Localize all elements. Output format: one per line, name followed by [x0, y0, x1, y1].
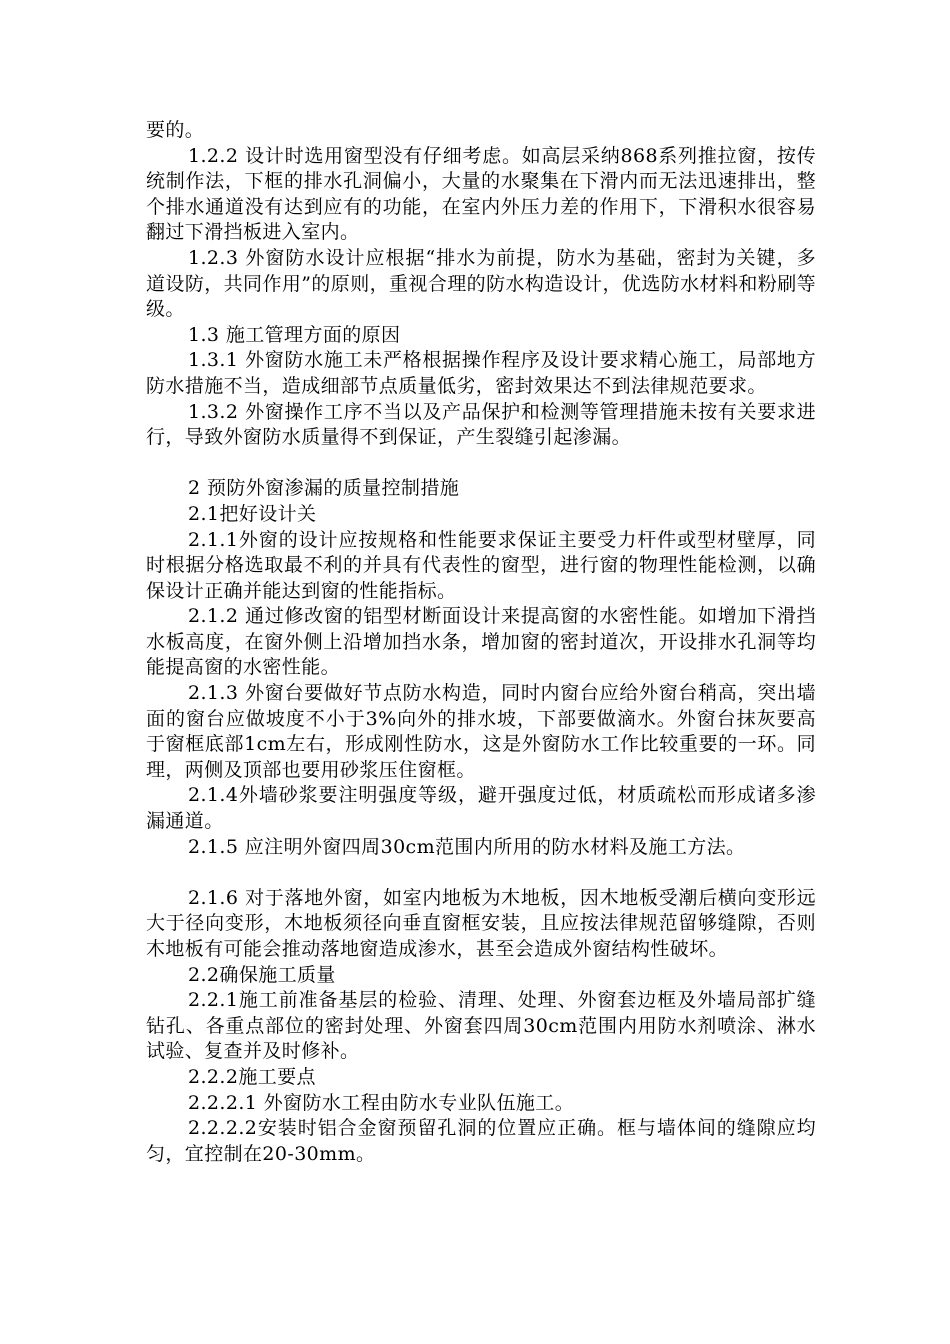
paragraph: 2.2.2.2安装时铝合金窗预留孔洞的位置应正确。框与墙体间的缝隙应均匀，宜控制在20-30mm。	[146, 1117, 816, 1165]
paragraph: 要的。	[146, 119, 205, 141]
paragraph: 2.1.6 对于落地外窗，如室内地板为木地板，因木地板受潮后横向变形远大于径向变形，木地板须径向垂直窗框安装，且应按法律规范留够缝隙，否则木地板有可能会推动落地窗造成渗水，甚至会造成外窗结构性破坏。	[146, 886, 816, 960]
blank-line	[146, 860, 816, 886]
paragraph: 1.2.2 设计时选用窗型没有仔细考虑。如高层采纳868系列推拉窗，按传统制作法，下框的排水孔洞偏小，大量的水聚集在下滑内而无法迅速排出，整个排水通道没有达到应有的功能，在室内外压力差的作用下，下滑积水很容易翻过下滑挡板进入室内。	[146, 144, 816, 244]
section-heading: 2.2确保施工质量	[188, 963, 336, 986]
paragraph: 2.1.4外墙砂浆要注明强度等级，避开强度过低，材质疏松而形成诸多渗漏通道。	[146, 784, 816, 833]
document-body	[146, 118, 816, 1167]
paragraph: 2.1.1外窗的设计应按规格和性能要求保证主要受力杆件或型材壁厚，同时根据分格选取最不利的并具有代表性的窗型，进行窗的物理性能检测，以确保设计正确并能达到窗的性能指标。	[146, 528, 816, 602]
paragraph: 1.3.2 外窗操作工序不当以及产品保护和检测等管理措施未按有关要求进行，导致外窗防水质量得不到保证，产生裂缝引起渗漏。	[146, 400, 816, 449]
paragraph: 2.2.1施工前准备基层的检验、清理、处理、外窗套边框及外墙局部扩缝钻孔、各重点部位的密封处理、外窗套四周30cm范围内用防水剂喷涂、淋水试验、复查并及时修补。	[146, 989, 816, 1063]
blank-line	[146, 451, 816, 477]
section-heading: 2.1把好设计关	[188, 502, 317, 525]
paragraph: 2.1.3 外窗台要做好节点防水构造，同时内窗台应给外窗台稍高，突出墙面的窗台应做坡度不小于3%向外的排水坡，下部要做滴水。外窗台抹灰要高于窗框底部1cm左右，形成刚性防水，这是外窗防水工作比较重要的一环。同理，两侧及顶部也要用砂浆压住窗框。	[146, 682, 816, 781]
paragraph: 2.1.2 通过修改窗的铝型材断面设计来提高窗的水密性能。如增加下滑挡水板高度，在窗外侧上沿增加挡水条，增加窗的密封道次，开设排水孔洞等均能提高窗的水密性能。	[146, 605, 816, 679]
paragraph: 1.2.3 外窗防水设计应根据“排水为前提，防水为基础，密封为关键，多道设防，共同作用”的原则，重视合理的防水构造设计，优选防水材料和粉刷等级。	[146, 246, 816, 321]
section-heading: 1.3 施工管理方面的原因	[188, 323, 401, 346]
paragraph: 2.1.5 应注明外窗四周30cm范围内所用的防水材料及施工方法。	[188, 835, 746, 858]
section-heading: 2 预防外窗渗漏的质量控制措施	[188, 477, 460, 500]
paragraph: 2.2.2.1 外窗防水工程由防水专业队伍施工。	[188, 1091, 575, 1114]
paragraph: 1.3.1 外窗防水施工未严格根据操作程序及设计要求精心施工，局部地方防水措施不当，造成细部节点质量低劣，密封效果达不到法律规范要求。	[146, 349, 816, 397]
section-heading: 2.2.2施工要点	[188, 1065, 316, 1088]
